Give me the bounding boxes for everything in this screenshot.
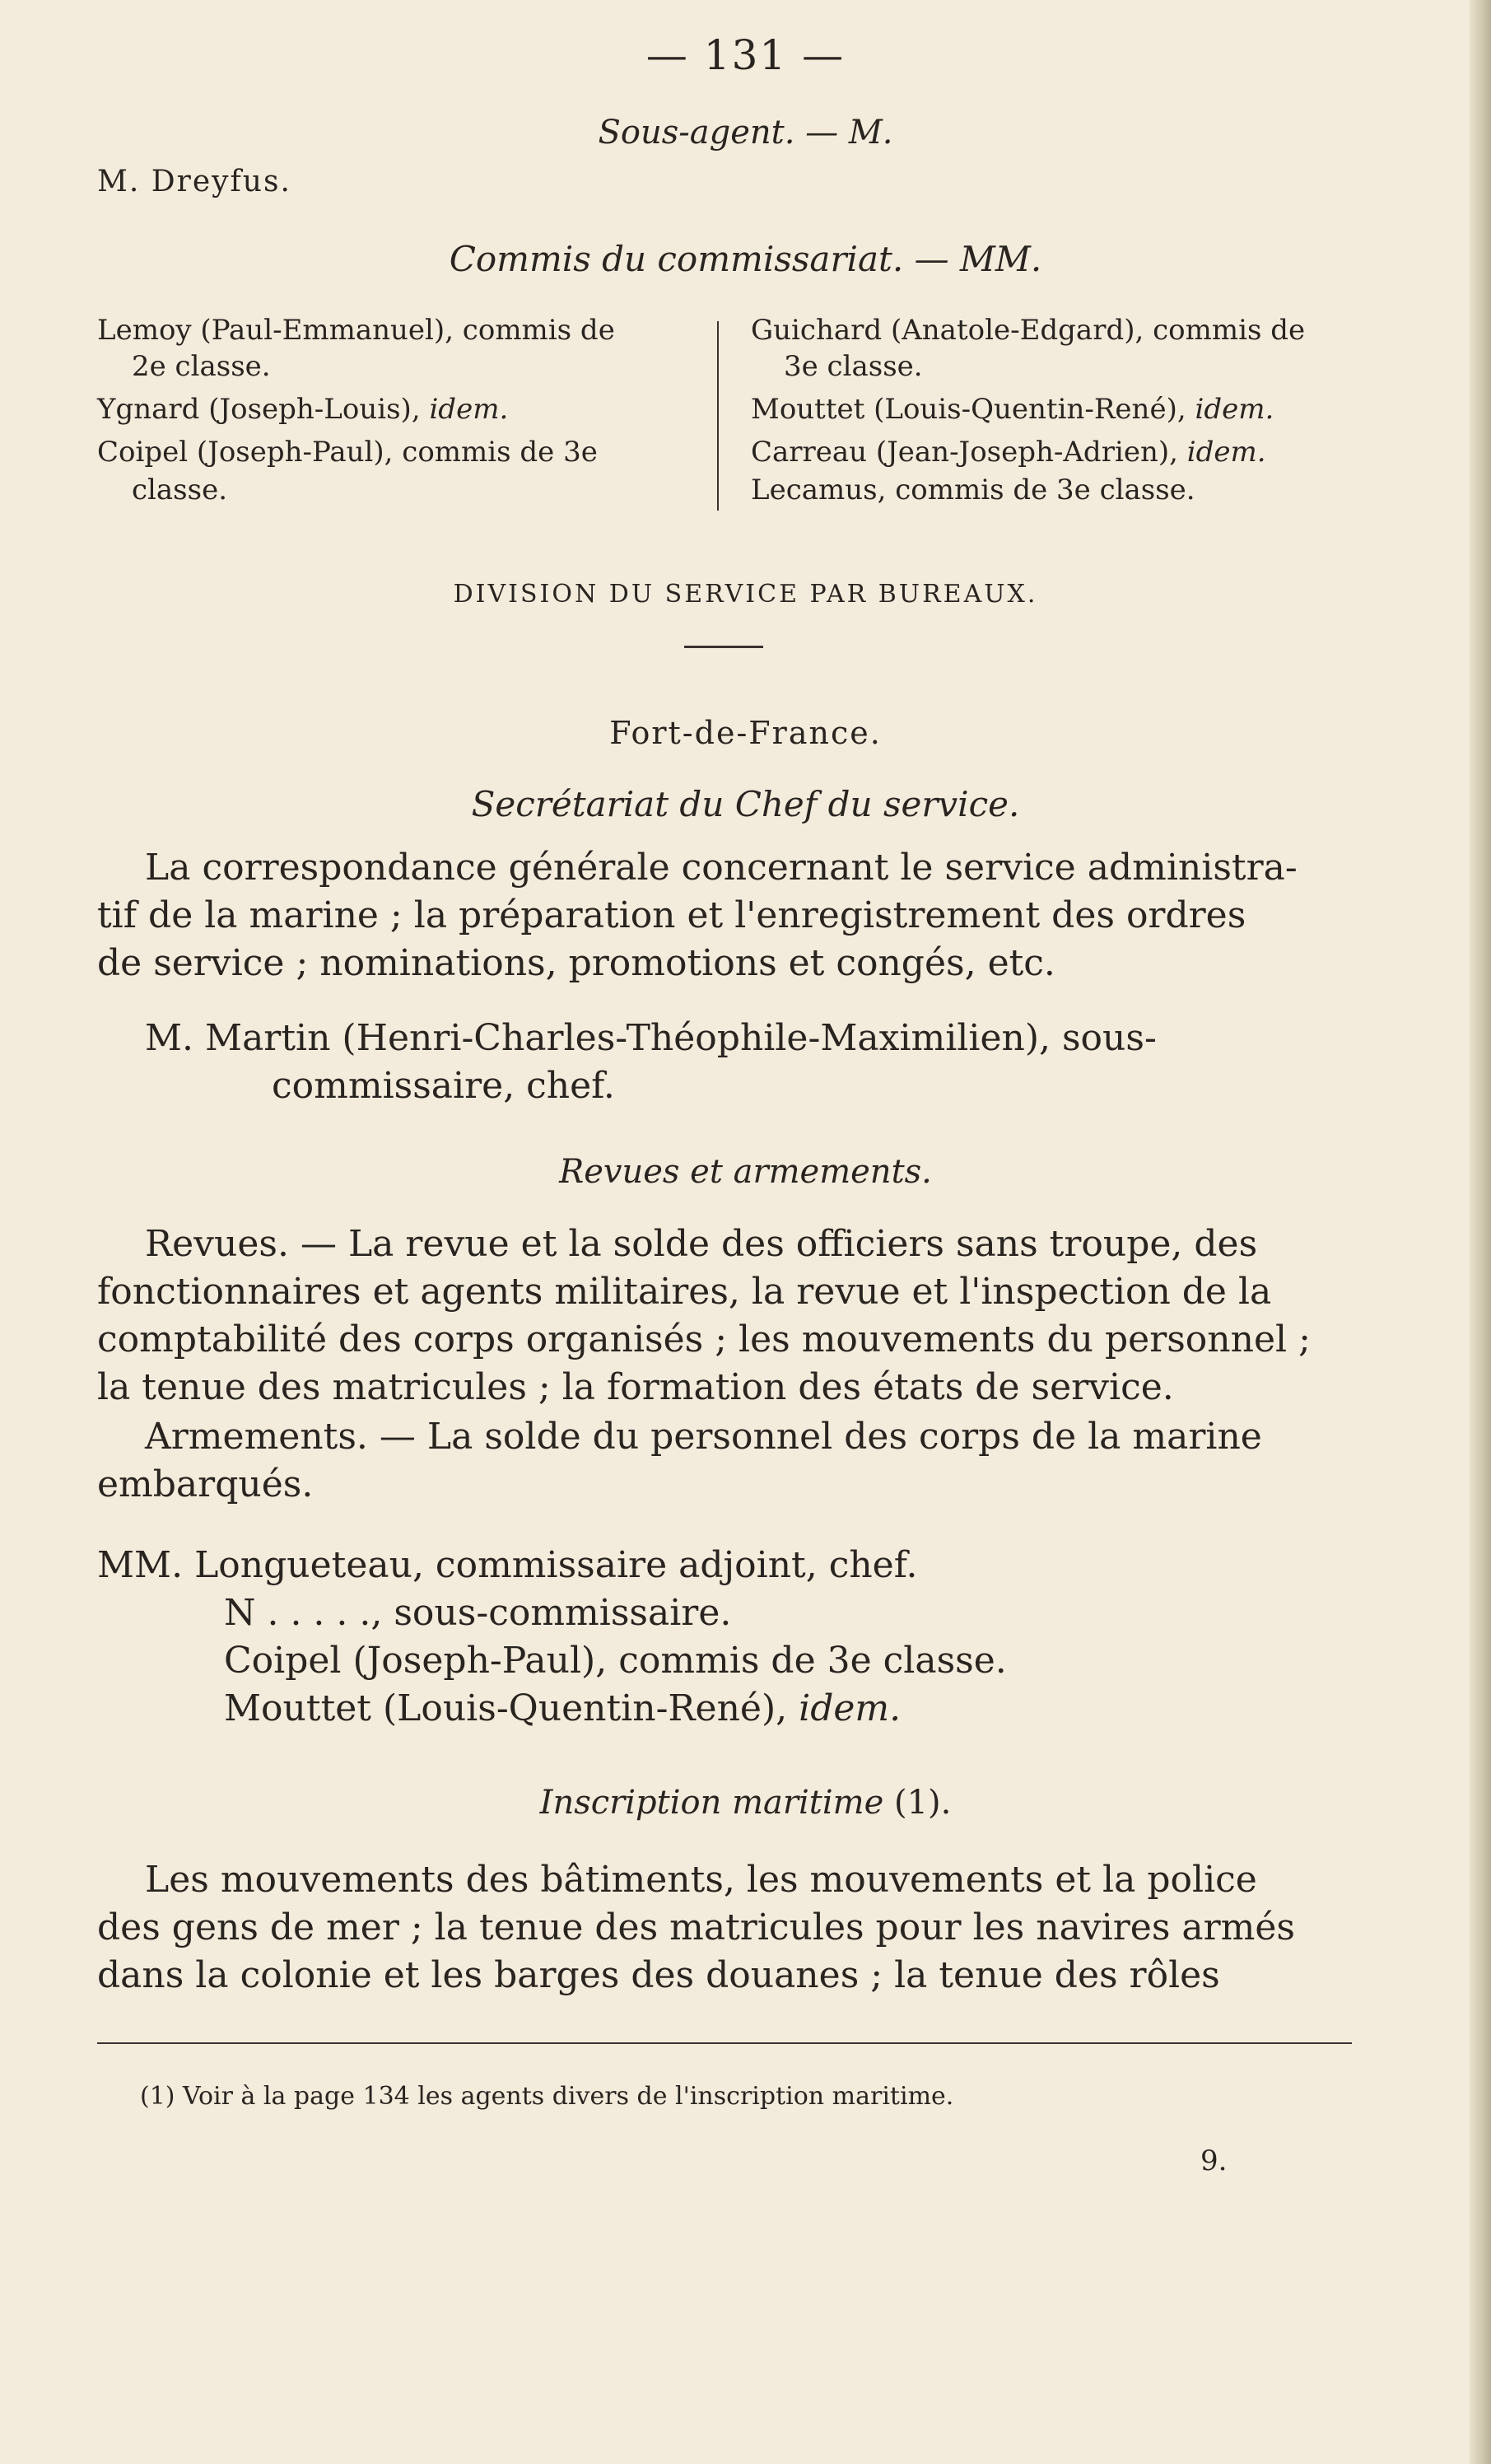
division-rule (684, 646, 763, 648)
secretariat-personnel-line-2: commissaire, chef. (272, 1065, 615, 1107)
page-number: — 131 — (645, 31, 846, 79)
section-secretariat: Secrétariat du Chef du service. (471, 784, 1020, 824)
page-edge-shadow (1470, 0, 1491, 2464)
revues-personnel-line-3: Coipel (Joseph-Paul), commis de 3e classe. (224, 1640, 1007, 1682)
commis-left-line-1: Lemoy (Paul-Emmanuel), commis de (97, 314, 615, 347)
commis-left-line-3: Ygnard (Joseph-Louis), idem. (97, 393, 509, 426)
entry-dreyfus: M. Dreyfus. (97, 165, 291, 198)
commis-right-line-5: Lecamus, commis de 3e classe. (751, 474, 1195, 506)
column-divider (717, 321, 719, 511)
section-revues: Revues et armements. (559, 1153, 932, 1191)
revues-text-line-4: la tenue des matricules ; la formation des états de service. (97, 1366, 1174, 1408)
commis-left-line-2: 2e classe. (132, 350, 271, 383)
inscription-text-line-2: des gens de mer ; la tenue des matricules pour les navires armés (97, 1906, 1295, 1948)
secretariat-text-line-3: de service ; nominations, promotions et congés, etc. (97, 942, 1055, 984)
commis-right-line-4: Carreau (Jean-Joseph-Adrien), idem. (751, 436, 1266, 469)
commis-left-line-5: classe. (132, 474, 228, 506)
commis-right-line-2: 3e classe. (784, 350, 923, 383)
division-heading: DIVISION DU SERVICE PAR BUREAUX. (453, 580, 1038, 609)
signature-mark: 9. (1200, 2144, 1228, 2177)
revues-personnel-line-4: Mouttet (Louis-Quentin-René), idem. (224, 1687, 902, 1729)
commis-right-line-1: Guichard (Anatole-Edgard), commis de (751, 314, 1306, 347)
secretariat-text-line-2: tif de la marine ; la préparation et l'enregistrement des ordres (97, 894, 1246, 936)
footnote-text: (1) Voir à la page 134 les agents divers de l'inscription maritime. (140, 2082, 954, 2111)
revues-text-line-5: Armements. — La solde du personnel des corps de la marine (145, 1416, 1262, 1458)
inscription-text-line-3: dans la colonie et les barges des douanes ; la tenue des rôles (97, 1954, 1220, 1996)
secretariat-text-line-1: La correspondance générale concernant le service administra- (145, 847, 1298, 889)
secretariat-personnel-line-1: M. Martin (Henri-Charles-Théophile-Maximilien), sous- (145, 1017, 1157, 1059)
section-commis: Commis du commissariat. — MM. (449, 239, 1042, 279)
location-heading: Fort-de-France. (609, 715, 882, 751)
revues-text-line-2: fonctionnaires et agents militaires, la revue et l'inspection de la (97, 1271, 1272, 1313)
revues-personnel-line-2: N . . . . ., sous-commissaire. (224, 1592, 732, 1634)
revues-text-line-6: embarqués. (97, 1463, 314, 1505)
section-sous-agent: Sous-agent. — M. (598, 114, 893, 152)
commis-right-line-3: Mouttet (Louis-Quentin-René), idem. (751, 393, 1274, 426)
revues-text-line-3: comptabilité des corps organisés ; les mouvements du personnel ; (97, 1318, 1311, 1360)
commis-left-line-4: Coipel (Joseph-Paul), commis de 3e (97, 436, 598, 469)
revues-text-line-1: Revues. — La revue et la solde des officiers sans troupe, des (145, 1223, 1258, 1265)
inscription-text-line-1: Les mouvements des bâtiments, les mouvements et la police (145, 1859, 1257, 1901)
section-inscription: Inscription maritime (1). (539, 1784, 952, 1822)
footnote-rule (97, 2042, 1352, 2044)
revues-personnel-line-1: MM. Longueteau, commissaire adjoint, chef. (97, 1544, 918, 1586)
